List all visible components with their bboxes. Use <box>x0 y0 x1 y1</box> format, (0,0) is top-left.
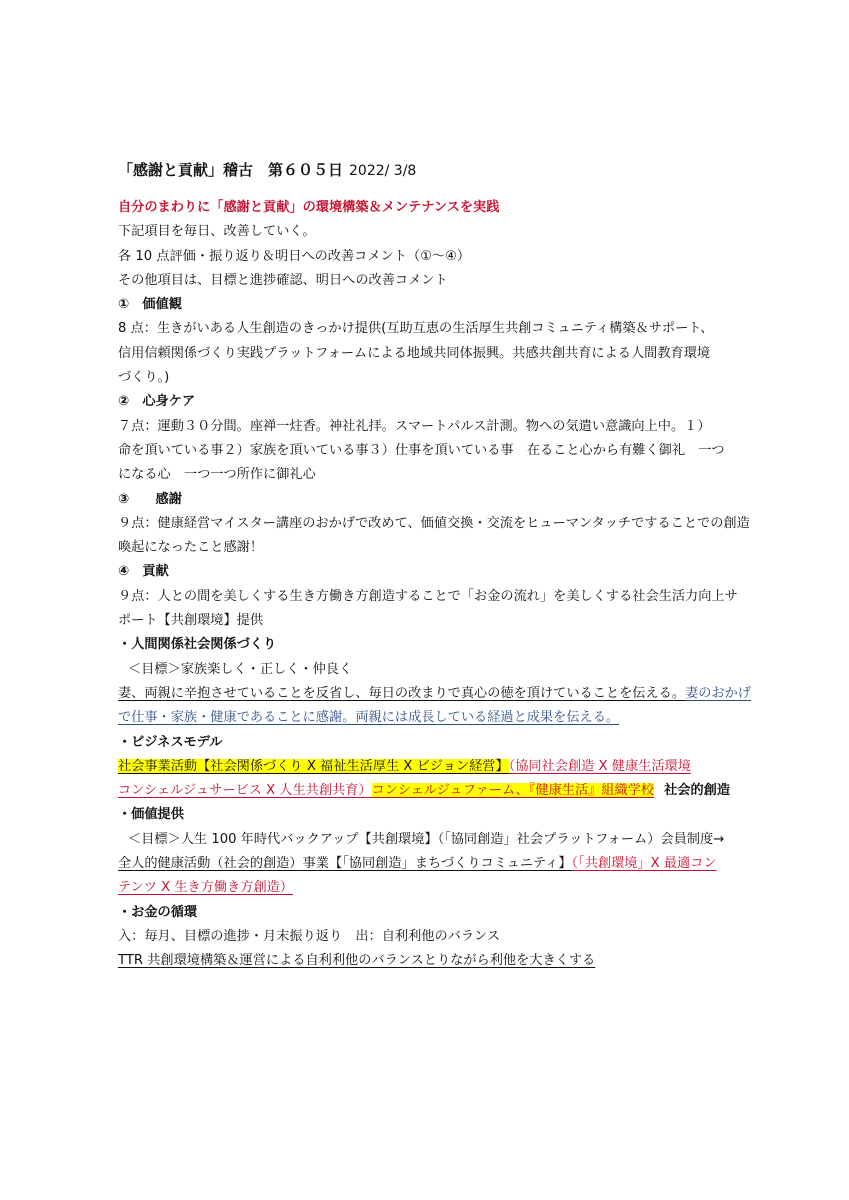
value-line-1: ＜目標＞人生 100 年時代バックアップ【共創環境】（「協同創造」社会プラットフォーム）会員制度→ <box>128 831 725 847</box>
value-text-a: 全人的健康活動（社会的創造）事業【「協同創造」まちづくりコミュニティ】 <box>118 856 572 872</box>
intro-line-3: その他項目は、目標と進捗確認、明日への改善コメント <box>118 272 448 288</box>
relations-goal: ＜目標＞家族楽しく・正しく・仲良く <box>128 661 353 677</box>
value-text-c: テンツ X 生き方働き方創造） <box>118 880 294 896</box>
title-text: 「感謝と貢献」稽古 第６０５日 <box>118 161 344 179</box>
business-text-c: コンシェルジュサービス X 人生共創共育） <box>118 783 372 799</box>
business-text-b: （協同社会創造 X 健康生活環境 <box>508 758 691 774</box>
value-line-2 <box>118 852 738 876</box>
business-text-a: 社会事業活動【社会関係づくり X 福祉生活厚生 X ビジョン経営】 <box>118 758 509 774</box>
value-text-b: （「共創環境」X 最適コン <box>571 856 717 872</box>
business-text-e: 社会的創造 <box>664 783 731 799</box>
business-line-1 <box>118 755 738 779</box>
section-values-line: づくり。) <box>118 370 170 386</box>
relations-text-b: 妻のおかげ <box>685 685 751 701</box>
business-text-d: コンシェルジュファーム、『健康生活』組織学校 <box>371 783 655 799</box>
business-line-2 <box>118 779 738 803</box>
relations-heading: ・人間関係社会関係づくり <box>118 637 277 653</box>
section-values-line: 信用信頼関係づくり実践プラットフォームによる地域共同体振興。共感共創共育による人間教育環境 <box>118 345 711 361</box>
intro-line-1: 下記項目を毎日、改善していく。 <box>118 224 316 240</box>
title-date: 2022/ 3/8 <box>349 163 417 179</box>
section-care-line: 命を頂いている事２）家族を頂いている事３）仕事を頂いている事 在ること心から有難く御礼 一つ <box>118 442 725 458</box>
relations-line-1 <box>118 682 751 706</box>
relations-text-a: 妻、両親に辛抱させていることを反省し、毎日の改まりで真心の徳を頂けていることを伝える。 <box>118 685 686 701</box>
section-values-line: 8 点：生きがいある人生創造のきっかけ提供(互助互恵の生活厚生共創コミュニティ構築＆サポート、 <box>118 321 714 337</box>
section-contribution-line: ９点：人との間を美しくする生き方働き方創造することで「お金の流れ」を美しくする社会生活力向上サ <box>118 588 738 604</box>
section-care-line: ７点：運動３０分間。座禅一炷香。神社礼拝。スマートパルス計測。物への気遣い意識向上中。１） <box>118 418 711 434</box>
money-heading: ・お金の循環 <box>118 904 198 920</box>
main-heading: 自分のまわりに「感謝と貢献」の環境構築＆メンテナンスを実践 <box>118 200 500 215</box>
relations-text-c: で仕事・家族・健康であることに感謝。両親には成長している経過と成果を伝える。 <box>118 710 620 726</box>
money-line-1: 入：毎月、目標の進捗・月末振り返り 出：自利利他のバランス <box>118 928 501 944</box>
money-text: TTR 共創環境構築＆運営による自利利他のバランスとりながら利他を大きくする <box>118 953 596 969</box>
value-heading: ・価値提供 <box>118 807 184 823</box>
section-contribution-line: ポート【共創環境】提供 <box>118 613 264 629</box>
section-care-heading: ② 心身ケア <box>118 394 196 410</box>
intro-line-2: 各 10 点評価・振り返り＆明日への改善コメント（①～④） <box>118 248 471 264</box>
document-title <box>118 159 416 180</box>
value-line-3 <box>118 876 738 900</box>
section-gratitude-line: ９点：健康経営マイスター講座のおかげで改めて、価値交換・交流をヒューマンタッチですることでの創造 <box>118 515 750 531</box>
section-values-heading: ① 価値観 <box>118 297 182 313</box>
document-body <box>118 196 751 974</box>
money-line-2 <box>118 949 738 973</box>
section-gratitude-line: 喚起になったこと感謝！ <box>118 540 264 556</box>
section-gratitude-heading: ③ 感謝 <box>118 491 182 507</box>
relations-line-2 <box>118 706 738 730</box>
business-heading: ・ビジネスモデル <box>118 734 223 750</box>
section-care-line: になる心 一つ一つ所作に御礼心 <box>118 467 316 483</box>
section-contribution-heading: ④ 貢献 <box>118 564 169 580</box>
